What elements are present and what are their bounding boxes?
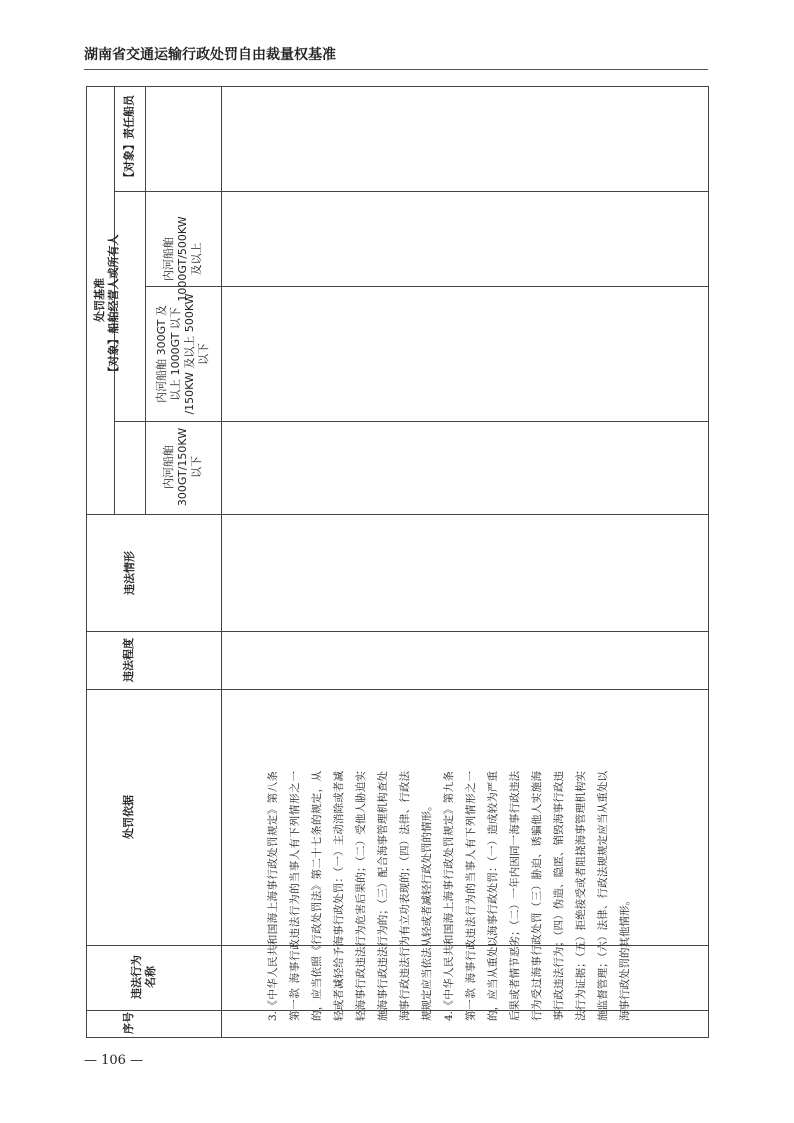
header-divider-2 bbox=[145, 86, 146, 515]
group-header-operators: 【对象】船舶经营人或所有人 bbox=[107, 234, 120, 378]
column-header-legal-basis: 处罚依据 bbox=[122, 795, 135, 839]
legal-basis-body bbox=[262, 771, 660, 1021]
table-border-top bbox=[86, 86, 709, 87]
sub-header-small-vessel: 内河船舶 300GT/150KW 以下 bbox=[162, 427, 203, 507]
row-divider-circumstance bbox=[86, 631, 708, 632]
legal-basis-paragraph-3: 3.《中华人民共和国海上海事行政处罚规定》第八条第一款 海事行政违法行为的当事人有下列情形之一的，应当依照《行政处罚法》第二十七条的规定，从轻或者减轻给予海事行政处罚：（一）主动消除或者减轻海事行政违法行为危害后果的；（二）受他人胁迫实施海事行政违法行为的；（三）配合海事管理机构查处海事行政违法行为有立功表现的；（四）法律、行政法规规定应当依法从轻或者减轻行政处罚的情形。 bbox=[267, 771, 433, 1021]
page-header-title: 湖南省交通运输行政处罚自由裁量权基准 bbox=[84, 47, 336, 63]
column-header-index: 序号 bbox=[122, 1012, 135, 1034]
row-divider-severity bbox=[86, 689, 708, 690]
header-divider-main bbox=[221, 86, 222, 1038]
column-header-severity: 违法程度 bbox=[122, 638, 135, 682]
header-rule bbox=[84, 69, 708, 70]
column-header-circumstance: 违法情形 bbox=[123, 551, 136, 595]
group-header-responsible-crew: 【对象】责任船员 bbox=[122, 95, 136, 183]
table-border-right bbox=[708, 86, 709, 1038]
row-divider-standard bbox=[86, 514, 708, 515]
column-header-penalty-standard: 处罚基准 bbox=[93, 278, 106, 322]
table-border-bottom bbox=[86, 1037, 709, 1038]
legal-basis-paragraph-4: 4.《中华人民共和国海上海事行政处罚规定》第九条第一款 海事行政违法行为的当事人有下列情形之一的，应当从重处以海事行政处罚：（一）造成较为严重后果或者情节恶劣；（二）一年内因同一海事行政违法行为受过海事行政处罚（三）胁迫、诱骗他人实施海事行政违法行为；（四）伪造、隐匿、销毁海事行政违法行为证据；（五）拒绝接受或者阻挠海事管理机构实施监督管理；（六）法律、行政法规规定应当从重处以海事行政处罚的其他情形。 bbox=[443, 771, 631, 1021]
sub-header-large-vessel: 内河船舶 1000GT/500KW 及以上 bbox=[162, 216, 203, 302]
page-number: — 106 — bbox=[84, 1053, 144, 1068]
row-divider-responsible bbox=[114, 191, 708, 192]
column-header-violation-name: 违法行为 名称 bbox=[130, 955, 157, 999]
sub-header-medium-vessel: 内河船舶 300GT 及 以上 1000GT 以下 /150KW 及以上 500KW 以下 bbox=[155, 293, 210, 415]
row-divider-large bbox=[145, 286, 708, 287]
